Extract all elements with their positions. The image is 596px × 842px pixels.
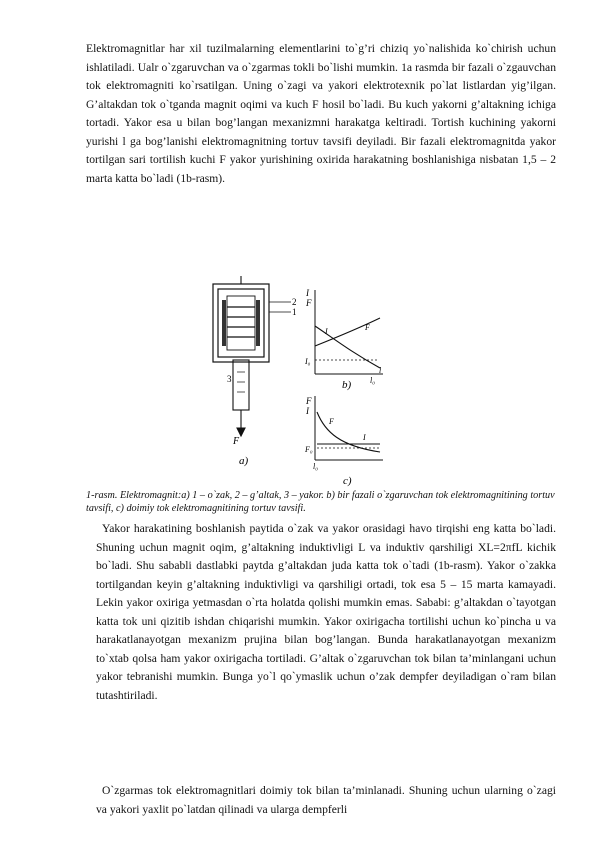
paragraph-main: Yakor harakatining boshlanish paytida o`zak va yakor orasidagi havo tirqishi eng katta bo`ladi. Shuning uchun magnit oqim, g’altakning induktivligi L va induktiv qarshiligi XL=2πfL kichik bo`ladi. Shu sababli dastlabki paytda g’altakdan juda katta tok o`tadi (1b-rasm). Yakor o`zakka tortilgandan keyin g’altakning induktivligi va qarshiligi ortadi, tok esa 5 – 15 marta kamayadi. Lekin yakor oxiriga yetmasdan o`rta holatda qolishi mumkin emas. Sababi: g’altakdan o`tayotgan katta tok uni qizitib ishdan chiqarishi mumkin. Yakor oxirigacha tortilishi uchun ko`pincha u va harakatlanayotgan mexanizm prujina bilan bog’langan. Bunda harakatlanayotgan mexanizm to`xtab qolsa ham yakor oxirigacha tortiladi. G’altak o`zgaruvchan tok bilan ta’minlangani uchun yakor tebranishi mumkin. Bunga yo`l qo`ymaslik uchun o’zak dempfer deyiladigan o`ram bilan tutashtiriladi. xyxy=(96,522,556,702)
chart-b-i0: I₀ xyxy=(305,357,311,366)
chart-c-force-curve xyxy=(317,412,380,452)
chart-b-curve-label-f: F xyxy=(365,323,370,332)
label-force-a: F xyxy=(233,436,240,447)
armature xyxy=(233,276,249,436)
label-num2: 2 xyxy=(292,297,297,307)
label-c: c) xyxy=(343,475,352,487)
chart-b-l0: l₀ xyxy=(370,376,376,385)
label-num1: 1 xyxy=(292,307,297,317)
chart-b-axis-l: l xyxy=(379,366,382,375)
figure-drawing xyxy=(205,272,385,492)
chart-c-l0: l₀ xyxy=(313,462,319,471)
chart-c-f0: F₀ xyxy=(305,445,313,454)
chart-b-axis-i: I xyxy=(306,288,309,298)
chart-c-axis-i: I xyxy=(306,406,309,416)
chart-b-axis-f: F xyxy=(306,298,312,308)
figure-1 xyxy=(205,272,385,492)
chart-c-axis-f: F xyxy=(306,396,312,406)
label-num3: 3 xyxy=(227,374,232,384)
label-b: b) xyxy=(342,379,352,391)
chart-b-curve-label-i: I xyxy=(325,327,328,336)
label-a: a) xyxy=(239,455,249,467)
chart-c-curve-label-f: F xyxy=(329,417,334,426)
chart-c-curve-label-i: I xyxy=(363,433,366,442)
figure-caption: 1-rasm. Elektromagnit:a) 1 – o`zak, 2 – g’altak, 3 – yakor. b) bir fazali o`zgaruvchan tok elektromagnitining tortuv tavsifi, c) doimiy tok elektromagnitining tortuv tavsifi. xyxy=(86,490,555,515)
paragraph-dc: O`zgarmas tok elektromagnitlari doimiy tok bilan ta’minlanadi. Shuning uchun ularning o`zagi va yakori yaxlit po`latdan qilinadi va ularga dempferli xyxy=(96,784,556,816)
paragraph-intro: Elektromagnitlar har xil tuzilmalarning elementlarini to`g’ri chiziq yo`nalishida ko`chirish uchun ishlatiladi. Ualr o`zgaruvchan va o`zgarmas tokli bo`lishi mumkin. 1a rasmda bir fazali o`zgauvchan tok elektromagniti ko`rsatilgan. Uning o`zagi va yakori elektrotexnik po`lat listlardan yig’ilgan. G’altakdan tok o`tganda magnit oqimi va kuch F hosil bo`ladi. Bu kuch yakorni g’altakning ichiga tortadi. Yakor esa u bilan bog’langan mexanizmni harakatga keltiradi. Tortish kuchining yakorni yurishi l ga bog’lanishi elektromagnitning tortuv tavsifi deyiladi. Bir fazali elektromagnitda yakor tortilgan sari tortilish kuchi F yakor yurishining oxirida harakatning boshlanishiga nisbatan 1,5 – 2 marta katta bo`ladi (1b-rasm). xyxy=(86,42,556,185)
